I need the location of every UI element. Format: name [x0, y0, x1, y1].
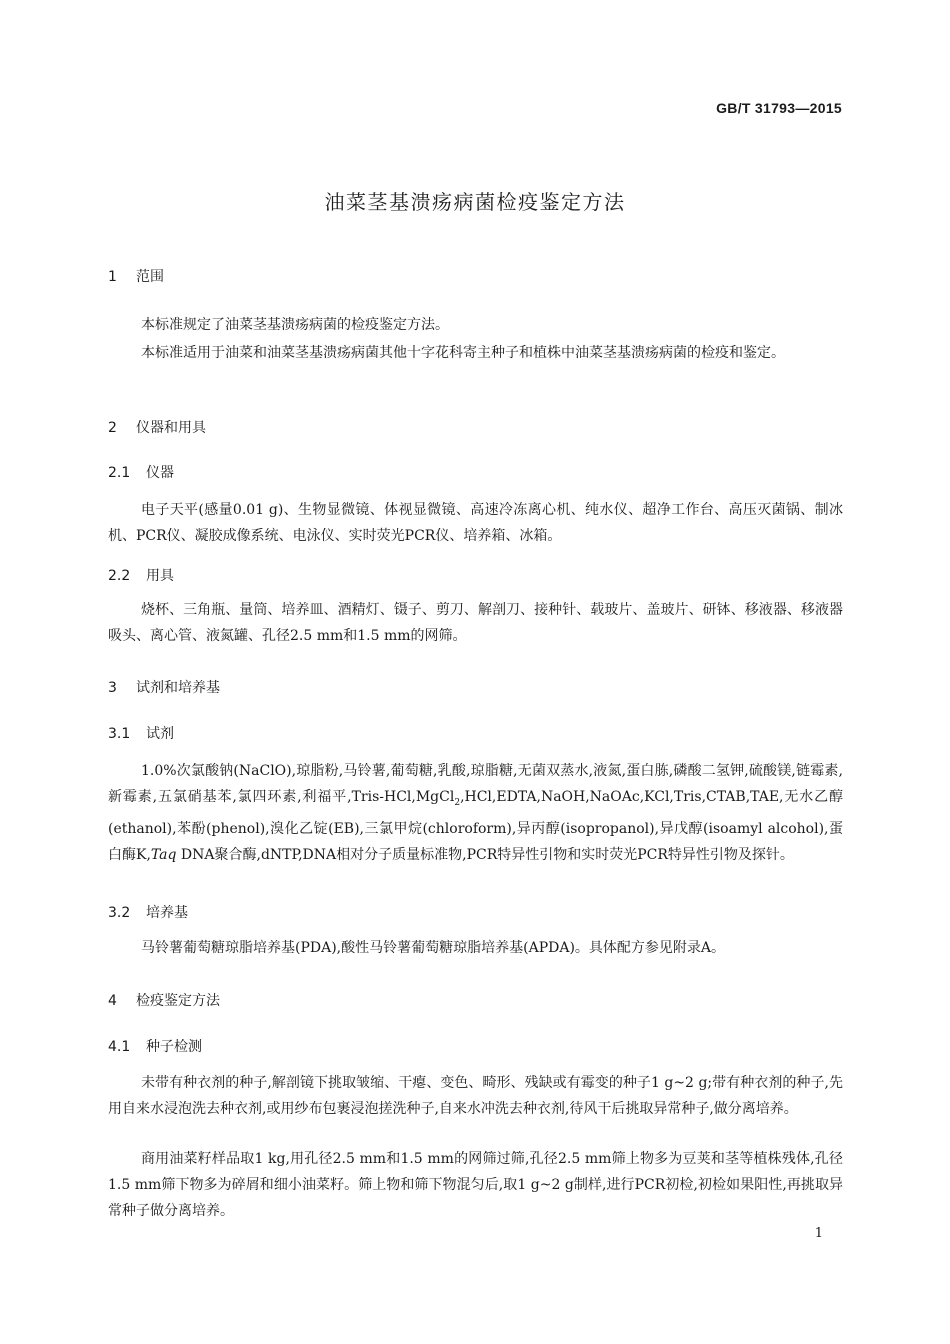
section-title: 检疫鉴定方法	[136, 993, 220, 1009]
section-3-2-paragraph: 马铃薯葡萄糖琼脂培养基(PDA),酸性马铃薯葡萄糖琼脂培养基(APDA)。具体配方参见附录A。	[141, 940, 726, 956]
subscript-2: 2	[454, 797, 461, 808]
section-number: 4	[108, 993, 117, 1009]
section-1-paragraph-2: 本标准适用于油菜和油菜茎基溃疡病菌其他十字花科寄主种子和植株中油菜茎基溃疡病菌的检疫和鉴定。	[141, 345, 785, 361]
standard-code: GB/T 31793—2015	[716, 100, 842, 116]
section-number: 1	[108, 269, 117, 285]
subsection-title: 种子检测	[146, 1039, 202, 1055]
subsection-title: 用具	[146, 568, 174, 584]
subsection-number: 4.1	[108, 1039, 131, 1055]
section-3-heading	[108, 677, 220, 697]
subsection-number: 2.2	[108, 568, 131, 584]
subsection-number: 3.1	[108, 726, 131, 742]
section-2-heading	[108, 417, 206, 437]
subsection-title: 试剂	[146, 726, 174, 742]
section-3-1-heading	[108, 723, 174, 743]
section-4-heading	[108, 990, 220, 1010]
subsection-title: 仪器	[146, 465, 174, 481]
section-1-heading	[108, 266, 164, 286]
section-3-2-heading	[108, 902, 188, 922]
section-4-1-paragraph-2: 商用油菜籽样品取1 kg,用孔径2.5 mm和1.5 mm的网筛过筛,孔径2.5 mm筛上物多为豆荚和茎等植株残体,孔径1.5 mm筛下物多为碎屑和细小油菜籽。筛上物和筛下物混匀后,取1 g~2 g制样,进行PCR初检,初检如果阳性,再挑取异常种子做分离培养。	[108, 1151, 843, 1219]
subsection-number: 2.1	[108, 465, 131, 481]
section-title: 试剂和培养基	[136, 680, 220, 696]
page-number: 1	[814, 1226, 823, 1241]
document-title: 油菜茎基溃疡病菌检疫鉴定方法	[324, 190, 626, 214]
section-4-1-paragraph-1: 未带有种衣剂的种子,解剖镜下挑取皱缩、干瘪、变色、畸形、残缺或有霉变的种子1 g~2 g;带有种衣剂的种子,先用自来水浸泡洗去种衣剂,或用纱布包裹浸泡搓洗种子,自来水冲洗去种衣剂,待风干后挑取异常种子,做分离培养。	[108, 1075, 843, 1117]
section-1-paragraph-1: 本标准规定了油菜茎基溃疡病菌的检疫鉴定方法。	[141, 317, 449, 333]
section-4-1-heading	[108, 1036, 202, 1056]
section-number: 2	[108, 420, 117, 436]
section-2-1-heading	[108, 462, 174, 482]
section-2-1-paragraph: 电子天平(感量0.01 g)、生物显微镜、体视显微镜、高速冷冻离心机、纯水仪、超净工作台、高压灭菌锅、制冰机、PCR仪、凝胶成像系统、电泳仪、实时荧光PCR仪、培养箱、冰箱。	[108, 502, 843, 544]
section-title: 仪器和用具	[136, 420, 206, 436]
section-number: 3	[108, 680, 117, 696]
taq-italic: Taq	[150, 846, 177, 863]
section-3-1-paragraph	[108, 758, 843, 868]
reagent-text-2: ,HCl,EDTA,NaOH,NaOAc,KCl,Tris,CTAB,TAE,无水乙醇(ethanol),苯酚(phenol),溴化乙锭(EB),三氯甲烷(chloroform),异丙醇(isopropanol),异戊醇(isoamyl alcohol),蛋白酶K,	[108, 789, 844, 863]
subsection-number: 3.2	[108, 905, 131, 921]
reagent-text-3: DNA聚合酶,dNTP,DNA相对分子质量标准物,PCR特异性引物和实时荧光PCR特异性引物及探针。	[176, 846, 794, 863]
reagent-text-1: 1.0%次氯酸钠(NaClO),琼脂粉,马铃薯,葡萄糖,乳酸,琼脂糖,无菌双蒸水,液氮,蛋白胨,磷酸二氢钾,硫酸镁,链霉素,新霉素,五氯硝基苯,氯四环素,利福平,Tris-HCl,MgCl	[108, 763, 843, 805]
section-title: 范围	[136, 269, 164, 285]
section-2-2-paragraph: 烧杯、三角瓶、量筒、培养皿、酒精灯、镊子、剪刀、解剖刀、接种针、载玻片、盖玻片、研钵、移液器、移液器吸头、离心管、液氮罐、孔径2.5 mm和1.5 mm的网筛。	[108, 602, 843, 644]
section-2-2-heading	[108, 565, 174, 585]
subsection-title: 培养基	[146, 905, 188, 921]
